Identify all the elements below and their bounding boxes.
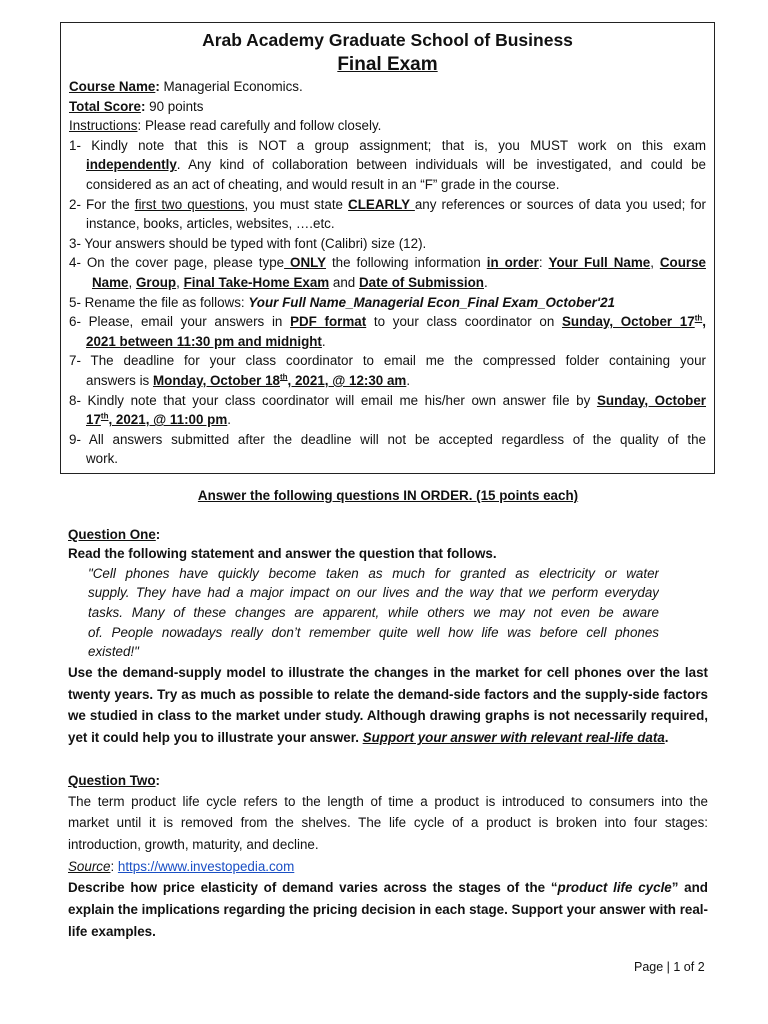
instructions-label: Instructions <box>69 118 138 134</box>
quote-line: supply. They have had a major impact on our lives and the way that we perform everyday <box>88 585 659 601</box>
source-line: Source: https://www.investopedia.com <box>68 858 295 874</box>
score-label: Total Score <box>69 98 141 114</box>
question-two-task-line: explain the implications regarding the pricing decision in each stage. Support your answer with real- <box>68 901 708 917</box>
questions-section <box>68 486 708 943</box>
exam-title <box>69 52 706 77</box>
item-2-line-a: 2- For the first two questions, you must state CLEARLY any references or sources of data you used; for <box>69 196 706 212</box>
question-one-heading: Question One: <box>68 526 161 542</box>
question-two-heading: Question Two: <box>68 772 160 788</box>
score-value: 90 points <box>145 98 204 114</box>
instructions-line: Instructions: Please read carefully and follow closely. <box>69 118 382 134</box>
item-6-line-a: 6- Please, email your answers in PDF format to your class coordinator on Sunday, October 17th, <box>69 313 706 330</box>
course-label: Course Name <box>69 79 156 94</box>
course-value: Managerial Economics. <box>159 79 303 94</box>
directive: Answer the following questions IN ORDER. (15 points each) <box>197 488 579 503</box>
item-6-line-b: 2021 between 11:30 pm and midnight. <box>86 333 326 349</box>
item-9-line-b: work. <box>86 451 118 467</box>
exam-title-text: Final Exam <box>337 54 438 75</box>
question-one-task-line: we studied in class to the market under study. Although drawing graphs is not necessarily required, <box>68 708 708 724</box>
item-1-line-b: independently. Any kind of collaboration between individuals will be investigated, and could be <box>86 157 706 173</box>
source-link[interactable]: https://www.investopedia.com <box>117 858 295 874</box>
page-number: Page | 1 of 2 <box>634 960 705 974</box>
item-1-line-a: 1- Kindly note that this is NOT a group assignment; that is, you MUST work on this exam <box>69 137 706 153</box>
school-title: Arab Academy Graduate School of Business <box>202 30 573 50</box>
item-3-line: 3- Your answers should be typed with font (Calibri) size (12). <box>69 235 427 251</box>
item-4-line-b: Name, Group, Final Take-Home Exam and Date of Submission. <box>92 274 488 290</box>
quote-line: existed!" <box>88 644 139 660</box>
question-one-task-line: yet it could help you to illustrate your answer. Support your answer with relevant real-life data. <box>68 730 669 746</box>
question-one-task-line: twenty years. Try as much as possible to relate the demand-side factors and the supply-side factors <box>68 686 708 702</box>
item-8-line-b: 17th, 2021, @ 11:00 pm. <box>86 411 231 428</box>
instructions-box <box>60 22 715 474</box>
quote-line: "Cell phones have quickly become taken as much for granted as electricity or water <box>88 565 659 581</box>
question-one-lead: Read the following statement and answer the question that follows. <box>68 546 497 562</box>
item-7-line-b: answers is Monday, October 18th, 2021, @ 12:30 am. <box>86 372 411 388</box>
question-two-task-line: life examples. <box>68 923 156 939</box>
score-line: Total Score: 90 points <box>69 98 204 114</box>
course-line: Course Name: Managerial Economics. <box>69 79 303 94</box>
question-two-text-line: introduction, growth, maturity, and decline. <box>68 837 319 853</box>
question-two-text-line: The term product life cycle refers to the length of time a product is introduced to consumers into the <box>68 793 708 809</box>
question-two-task-line: Describe how price elasticity of demand varies across the stages of the “product life cycle” and <box>68 879 708 895</box>
item-1-line-c: considered as an act of cheating, and would result in an “F” grade in the course. <box>86 176 560 192</box>
item-8-line-a: 8- Kindly note that your class coordinator will email me his/her own answer file by Sunday, October <box>69 392 706 408</box>
item-2-line-b: instance, books, articles, websites, ….etc. <box>86 216 335 232</box>
question-two-text-line: market until it is removed from the shelves. The life cycle of a product is broken into four stages: <box>68 815 708 831</box>
item-4-line-a: 4- On the cover page, please type ONLY the following information in order: Your Full Name, Course <box>69 255 706 271</box>
item-9-line-a: 9- All answers submitted after the deadline will not be accepted regardless of the quality of the <box>69 431 706 447</box>
question-one-quote <box>68 564 659 662</box>
instructions-value: Please read carefully and follow closely. <box>141 118 382 134</box>
quote-line: tasks. Many of these changes are apparent, while others we may not even be aware <box>88 604 659 620</box>
quote-line: of. People nowadays really don’t remember quite well how life was before cell phones <box>88 624 659 640</box>
question-one-task-line: Use the demand-supply model to illustrate the changes in the market for cell phones over the last <box>68 664 708 680</box>
item-5-line: 5- Rename the file as follows: Your Full Name_Managerial Econ_Final Exam_October'21 <box>69 294 615 310</box>
item-7-line-a: 7- The deadline for your class coordinator to email me the compressed folder containing your <box>69 353 706 369</box>
